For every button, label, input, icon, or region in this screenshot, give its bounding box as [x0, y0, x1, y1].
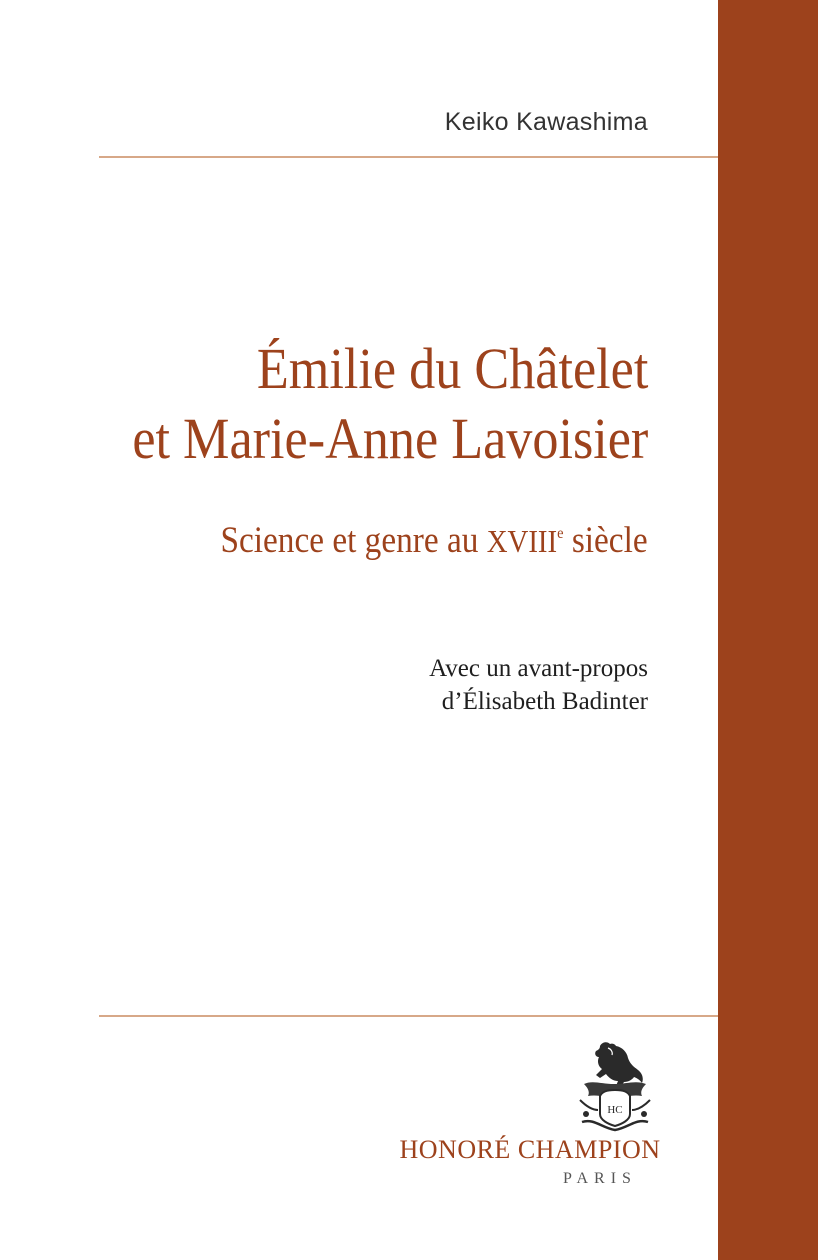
foreword-line-1: Avec un avant-propos	[429, 655, 648, 682]
subtitle-superscript: e	[557, 525, 564, 542]
foreword-credit	[429, 652, 648, 718]
foreword-line-2: d’Élisabeth Badinter	[441, 688, 648, 715]
title-line-2: et Marie-Anne Lavoisier	[132, 406, 648, 471]
svg-text:HC: HC	[607, 1104, 623, 1116]
bottom-divider	[99, 1015, 718, 1017]
publisher-name: HONORÉ CHAMPION	[399, 1135, 661, 1164]
publisher-city: PARIS	[563, 1170, 637, 1187]
accent-band	[718, 0, 818, 1260]
subtitle-suffix: siècle	[563, 520, 648, 561]
subtitle-prefix: Science et genre au	[220, 520, 488, 561]
publisher-horse-emblem-icon	[572, 1040, 658, 1135]
top-divider	[99, 156, 718, 158]
book-title	[75, 334, 648, 474]
book-subtitle	[221, 519, 648, 562]
author-name: Keiko Kawashima	[444, 108, 648, 136]
title-line-1: Émilie du Châtelet	[256, 336, 648, 401]
subtitle-century: XVIII	[487, 523, 558, 559]
